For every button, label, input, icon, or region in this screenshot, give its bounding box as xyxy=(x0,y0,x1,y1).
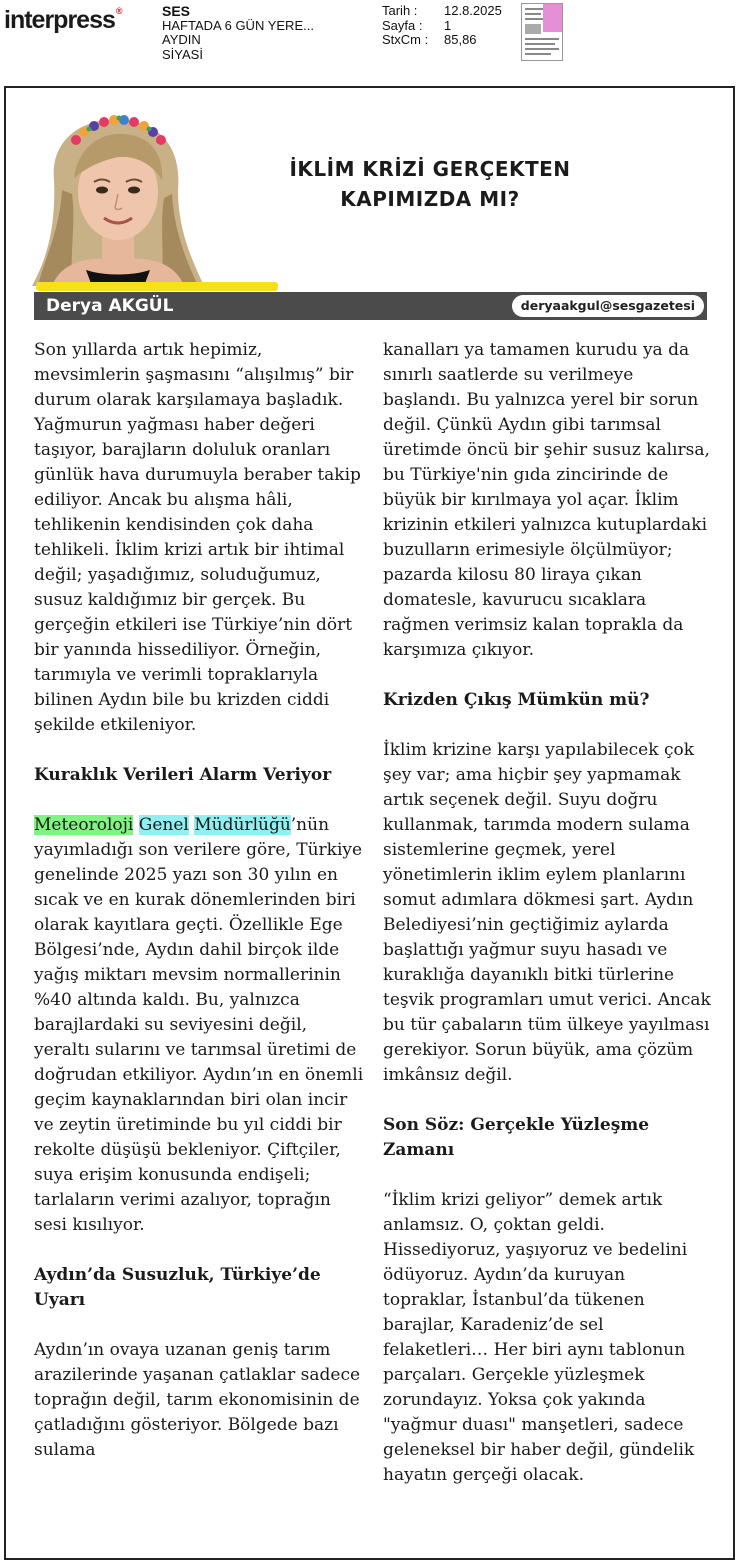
paragraph: İklim krizine karşı yapılabilecek çok şey var; ama hiçbir şey yapmamak artık seçenek değil. Suyu doğru kullanmak, tarımda modern sulama sistemlerine geçmek, yerel yönetimlerin iklim eylem planlarını somut adımlara dökmesi şart. Aydın Belediyesi’nin geçtiğimiz aylarda başlattığı yağmur suyu hasadı ve kuraklığa dayanıklı bitki türlerine teşvik programları umut verici. Ancak bu tür çabaların tüm ülkeye yayılması gerekiyor. Sorun büyük, ama çözüm imkânsız değil. xyxy=(383,740,711,1085)
publication-frequency: HAFTADA 6 GÜN YERE... xyxy=(162,17,314,33)
meta-value: 1 xyxy=(444,17,452,33)
interpress-logo: interpress® xyxy=(4,6,122,34)
byline-bar xyxy=(34,292,707,320)
paragraph: Aydın’ın ovaya uzanan geniş tarım arazilerinde yaşanan çatlaklar sadece toprağın değil, tarım ekonomisinin de çatladığını gösteriyor. Bölgede bazı sulama xyxy=(34,1340,361,1460)
meta-key: Tarih : xyxy=(382,3,418,18)
article-column-left xyxy=(34,338,364,1488)
paragraph: “İklim krizi geliyor” demek artık anlamsız. O, çoktan geldi. Hissediyoruz, yaşıyoruz ve bedelini ödüyoruz. Aydın’da kuruyan topraklar, İstanbul’da tükenen barajlar, Karadeniz’de sel felaketleri… Her biri aynı tablonun parçaları. Gerçekle yüzleşmek zorundayız. Yoksa çok yakında "yağmur duası" manşetleri, sadece geleneksel bir haber değil, gündelik hayatın gerçeği olacak. xyxy=(383,1190,695,1485)
meta-date-row xyxy=(382,4,502,19)
subheading: Kuraklık Verileri Alarm Veriyor xyxy=(34,765,332,785)
meta-value: 85,86 xyxy=(444,32,477,47)
author-email: deryaakgul@sesgazetesi xyxy=(512,295,704,317)
publication-category: SİYASİ xyxy=(162,46,203,62)
headline-line-2: KAPIMIZDA MI? xyxy=(340,187,520,211)
subheading: Aydın’da Susuzluk, Türkiye’de Uyarı xyxy=(34,1265,321,1310)
headline-line-1: İKLİM KRİZİ GERÇEKTEN xyxy=(289,157,571,181)
meta-stxcm-row xyxy=(382,33,502,48)
author-photo xyxy=(32,110,204,286)
accent-bar xyxy=(36,282,278,291)
subheading: Son Söz: Gerçekle Yüzleşme Zamanı xyxy=(383,1115,650,1160)
publication-info xyxy=(162,4,314,62)
clip-meta xyxy=(382,4,502,48)
meta-key: Sayfa : xyxy=(382,17,423,33)
paragraph: kanalları ya tamamen kurudu ya da sınırlı saatlerde su verilmeye başlandı. Bu yalnızca yerel bir sorun değil. Çünkü Aydın gibi tarımsal üretimde öncü bir şehir susuz kalırsa, bu Türkiye'nin gıda zincirinde de büyük bir kırılmaya yol açar. İklim krizinin etkileri yalnızca kutuplardaki buzulların erimesiyle ölçülmüyor; pazarda kilosu 80 liraya çıkan domatesle, kavurucu sıcaklara rağmen verimsiz kalan toprakla da karşımıza çıkıyor. xyxy=(383,340,710,660)
subheading: Krizden Çıkış Mümkün mü? xyxy=(383,690,650,710)
paragraph-highlighted xyxy=(34,813,364,1238)
paragraph-text: ’nün yayımladığı son verilere göre, Türkiye genelinde 2025 yazı son 30 yılın en sıcak ve en kurak dönemlerinden biri olarak kayıtlara geçti. Özellikle Ege Bölgesi’nde, Aydın dahil birçok ilde yağış miktarı mevsim normallerinin %40 altında kaldı. Bu, yalnızca barajlardaki su seviyesini değil, yeraltı sularını ve tarımsal üretimi de doğrudan etkiliyor. Aydın’ın en önemli geçim kaynaklarından biri olan incir ve zeytin üretiminde bu yıl ciddi bir rekolte düşüşü bekleniyor. Çiftçiler, suya erişim konusunda endişeli; tarlaların verimi azalıyor, toprağın sesi kısılıyor. xyxy=(34,815,364,1235)
publication-region: AYDIN xyxy=(162,32,201,47)
meta-key: StxCm : xyxy=(382,32,429,47)
meta-value: 12.8.2025 xyxy=(444,3,502,18)
author-name: Derya AKGÜL xyxy=(46,296,174,316)
highlight-term: Genel xyxy=(138,815,189,835)
publication-name: SES xyxy=(162,3,191,19)
page-thumbnail[interactable] xyxy=(521,3,563,61)
paragraph: Son yıllarda artık hepimiz, mevsimlerin şaşmasını “alışılmış” bir durum olarak karşılamaya başladık. Yağmurun yağması haber değeri taşıyor, barajların doluluk oranları günlük hava durumuyla beraber takip ediliyor. Ancak bu alışma hâli, tehlikenin kendisinden çok daha tehlikeli. İklim krizi artık bir ihtimal değil; yaşadığımız, soluduğumuz, susuz kaldığımız bir gerçek. Bu gerçeğin etkileri ise Türkiye’nin dört bir yanında hissediliyor. Örneğin, tarımıyla ve verimli topraklarıyla bilinen Aydın bile bu krizden ciddi şekilde etkileniyor. xyxy=(34,340,361,735)
article-column-right xyxy=(383,338,713,1513)
highlight-term: Meteoroloji xyxy=(34,815,134,835)
article-headline xyxy=(240,154,620,214)
highlight-term: Müdürlüğü xyxy=(194,815,291,835)
meta-page-row xyxy=(382,19,502,34)
